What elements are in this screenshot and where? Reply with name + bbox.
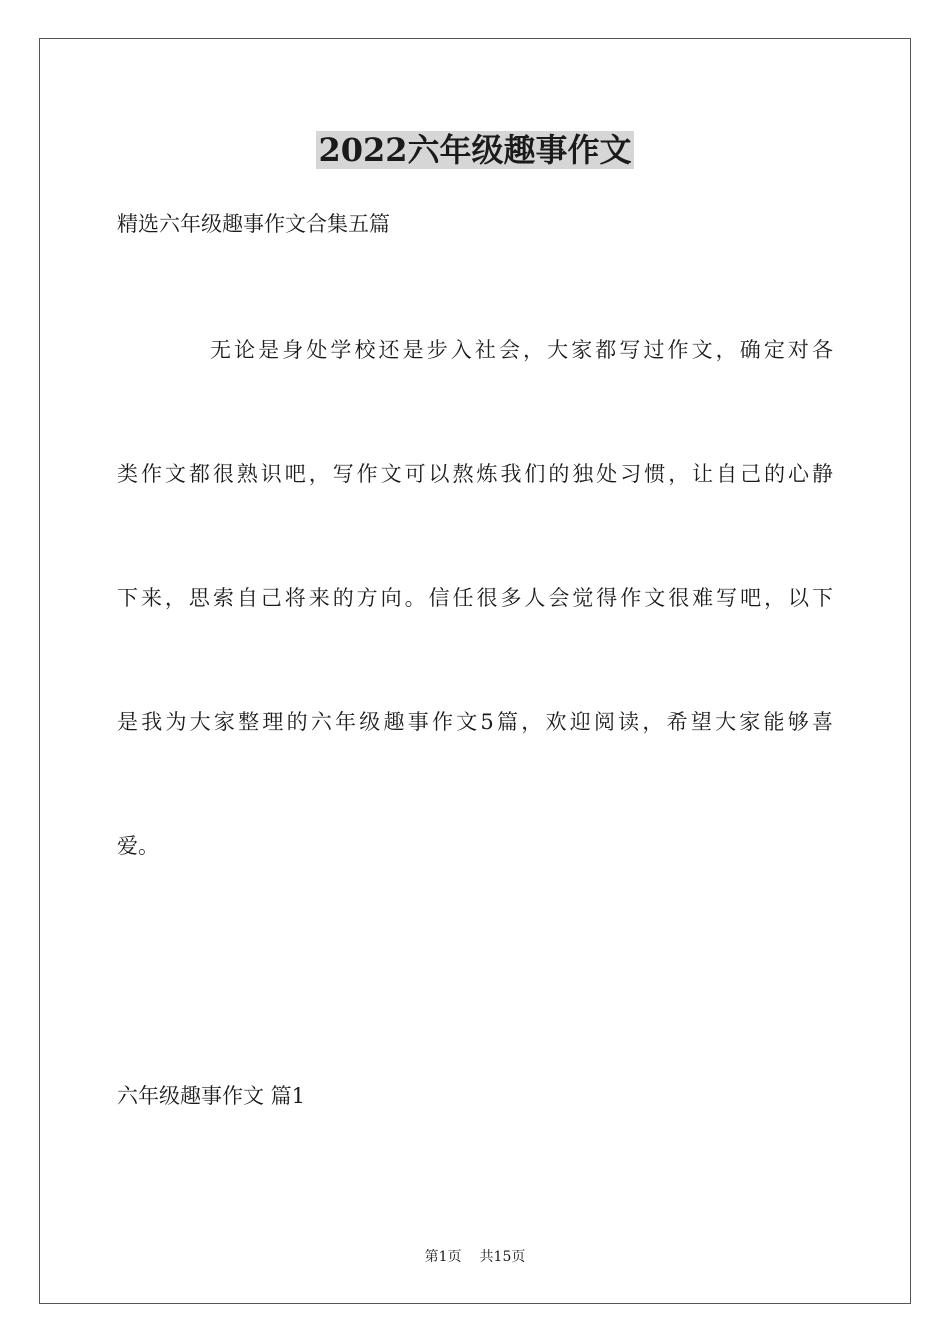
document-title-text: 2022六年级趣事作文 [318, 131, 632, 169]
intro-line-3: 下来，思索自己将来的方向。信任很多人会觉得作文很难写吧，以下 [117, 586, 833, 610]
intro-line-1: 无论是身处学校还是步入社会，大家都写过作文，确定对各 [210, 338, 833, 362]
page-number-current: 第1页 [424, 1249, 462, 1265]
document-title [0, 128, 950, 172]
section-heading: 六年级趣事作文 篇1 [117, 1084, 306, 1108]
page-footer [0, 1247, 950, 1267]
intro-line-2: 类作文都很熟识吧，写作文可以熬炼我们的独处习惯，让自己的心静 [117, 462, 833, 486]
intro-line-5: 爱。 [117, 834, 159, 858]
page-number-total: 共15页 [479, 1249, 526, 1265]
intro-line-4: 是我为大家整理的六年级趣事作文5篇，欢迎阅读，希望大家能够喜 [117, 710, 833, 734]
document-subtitle: 精选六年级趣事作文合集五篇 [117, 212, 390, 236]
